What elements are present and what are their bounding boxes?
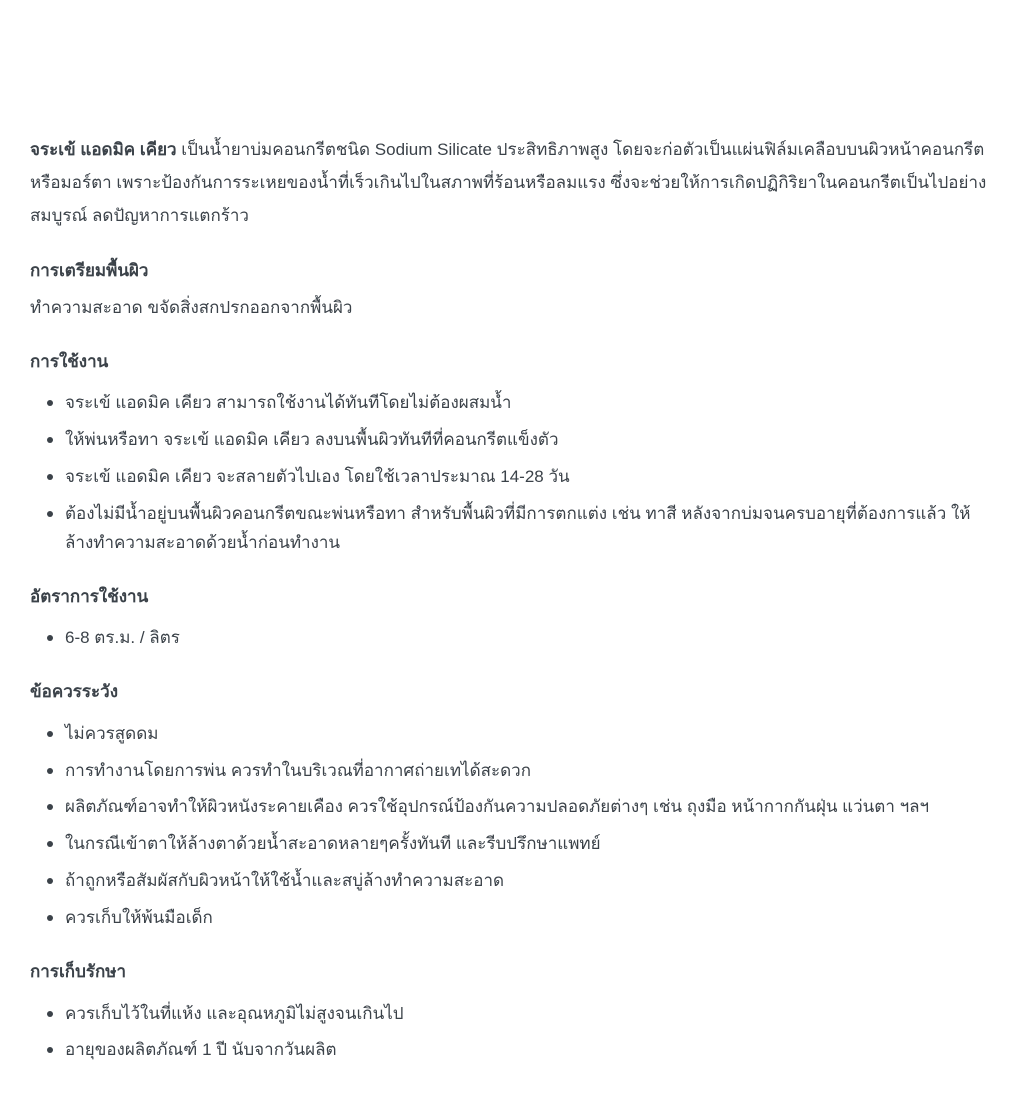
list-item: การทำงานโดยการพ่น ควรทำในบริเวณที่อากาศถ่ายเทได้สะดวก [30,757,994,786]
section-heading: การเตรียมพื้นผิว [30,261,149,281]
list-item: ควรเก็บไว้ในที่แห้ง และอุณหภูมิไม่สูงจนเกินไป [30,1000,994,1029]
bullet-list [30,624,994,653]
list-item: ถ้าถูกหรือสัมผัสกับผิวหน้าให้ใช้น้ำและสบู่ล้างทำความสะอาด [30,867,994,896]
product-intro [30,133,994,232]
list-item: 6-8 ตร.ม. / ลิตร [30,624,994,653]
sections [30,258,994,1065]
section-heading: การเก็บรักษา [30,962,127,981]
section-paragraph: ทำความสะอาด ขจัดสิ่งสกปรกออกจากพื้นผิว [30,297,353,317]
list-item: อายุของผลิตภัณฑ์ 1 ปี นับจากวันผลิต [30,1036,994,1065]
list-item: ควรเก็บให้พ้นมือเด็ก [30,904,994,933]
list-item: ไม่ควรสูดดม [30,720,994,749]
bullet-list [30,720,994,933]
list-item: ผลิตภัณฑ์อาจทำให้ผิวหนังระคายเคือง ควรใช้อุปกรณ์ป้องกันความปลอดภัยต่างๆ เช่น ถุงมือ หน้ากากกันฝุ่น แว่นตา ฯลฯ [30,793,994,822]
section-heading: การใช้งาน [30,351,109,371]
bullet-list [30,389,994,557]
product-name: จระเข้ แอดมิค เคียว [30,140,177,159]
list-item: จระเข้ แอดมิค เคียว สามารถใช้งานได้ทันทีโดยไม่ต้องผสมน้ำ [30,389,994,418]
list-item: จระเข้ แอดมิค เคียว จะสลายตัวไปเอง โดยใช้เวลาประมาณ 14-28 วัน [30,463,994,492]
product-intro-text: เป็นน้ำยาบ่มคอนกรีตชนิด Sodium Silicate ประสิทธิภาพสูง โดยจะก่อตัวเป็นแผ่นฟิล์มเคลือบบนผิวหน้าคอนกรีตหรือมอร์ตา เพราะป้องกันการระเหยของน้ำที่เร็วเกินไปในสภาพที่ร้อนหรือลมแรง ซึ่งจะช่วยให้การเกิดปฏิกิริยาในคอนกรีตเป็นไปอย่างสมบูรณ์ ลดปัญหาการแตกร้าว [30,140,987,226]
section-heading: อัตราการใช้งาน [30,586,149,606]
list-item: ต้องไม่มีน้ำอยู่บนพื้นผิวคอนกรีตขณะพ่นหรือทา สำหรับพื้นผิวที่มีการตกแต่ง เช่น ทาสี หลังจากบ่มจนครบอายุที่ต้องการแล้ว ให้ล้างทำความสะอาดด้วยน้ำก่อนทำงาน [30,500,994,558]
list-item: ในกรณีเข้าตาให้ล้างตาด้วยน้ำสะอาดหลายๆครั้งทันที และรีบปรึกษาแพทย์ [30,830,994,859]
section-heading: ข้อควรระวัง [30,682,118,702]
bullet-list [30,1000,994,1066]
list-item: ให้พ่นหรือทา จระเข้ แอดมิค เคียว ลงบนพื้นผิวทันทีที่คอนกรีตแข็งตัว [30,426,994,455]
